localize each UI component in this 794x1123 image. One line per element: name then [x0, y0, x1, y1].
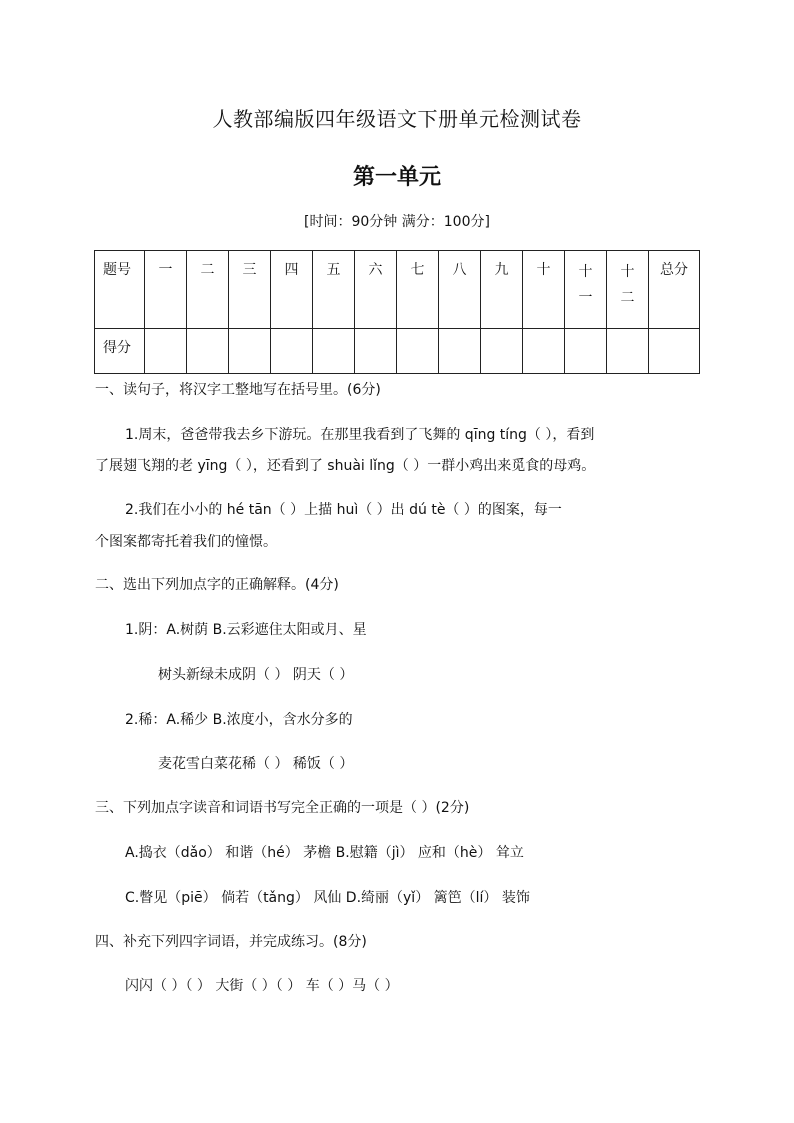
header-col-11-bottom: 一 — [578, 290, 593, 306]
unit-title: 第一单元 — [352, 165, 441, 190]
score-cell — [397, 329, 439, 374]
exam-title: 人教部编版四年级语文下册单元检测试卷 — [212, 107, 582, 131]
header-col-1: 一 — [145, 251, 187, 329]
score-table-header-row — [95, 251, 700, 329]
q2-heading: 二、选出下列加点字的正确解释。(4分) — [95, 577, 339, 593]
header-col-4: 四 — [271, 251, 313, 329]
header-col-3: 三 — [229, 251, 271, 329]
score-label: 得分 — [95, 329, 145, 374]
q2-item1: 1.阴：A.树荫 B.云彩遮住太阳或月、星 — [125, 622, 367, 638]
score-cell — [229, 329, 271, 374]
score-cell — [313, 329, 355, 374]
q2-item2-fill: 麦花雪白菜花稀（ ） 稀饭（ ） — [158, 756, 354, 772]
header-col-6: 六 — [355, 251, 397, 329]
header-col-7: 七 — [397, 251, 439, 329]
q3-options-cd: C.瞥见（piē） 倘若（tǎng） 风仙 D.绮丽（yǐ） 篱笆（lí） 装饰 — [125, 890, 530, 906]
header-col-11 — [565, 251, 607, 329]
q1-para2-line2: 个图案都寄托着我们的憧憬。 — [95, 534, 277, 550]
header-col-12 — [607, 251, 649, 329]
header-col-12-top: 十 — [620, 264, 635, 280]
header-total: 总分 — [649, 251, 700, 329]
q1-para1-line1: 1.周末，爸爸带我去乡下游玩。在那里我看到了飞舞的 qīng tíng（ ），看到 — [125, 427, 595, 443]
q2-item2: 2.稀：A.稀少 B.浓度小，含水分多的 — [125, 712, 353, 728]
header-col-10: 十 — [523, 251, 565, 329]
q1-para2-line1: 2.我们在小小的 hé tān（ ）上描 huì（ ）出 dú tè（ ）的图案，每一 — [125, 502, 562, 518]
header-col-11-top: 十 — [578, 264, 593, 280]
header-col-5: 五 — [313, 251, 355, 329]
score-cell-total — [649, 329, 700, 374]
score-table-score-row — [95, 329, 700, 374]
header-col-9: 九 — [481, 251, 523, 329]
score-cell — [523, 329, 565, 374]
header-label: 题号 — [95, 251, 145, 329]
score-cell — [481, 329, 523, 374]
score-cell — [187, 329, 229, 374]
q2-item1-fill: 树头新绿未成阴（ ） 阴天（ ） — [158, 667, 354, 683]
q4-heading: 四、补充下列四字词语，并完成练习。(8分) — [95, 934, 367, 950]
score-cell — [607, 329, 649, 374]
q4-fill: 闪闪（ ）（ ） 大街（ ）（ ） 车（ ）马（ ） — [125, 978, 399, 994]
q1-heading: 一、读句子，将汉字工整地写在括号里。(6分) — [95, 382, 381, 398]
score-cell — [565, 329, 607, 374]
score-cell — [145, 329, 187, 374]
q1-para1-line2: 了展翅飞翔的老 yīng（ ），还看到了 shuài lǐng（ ）一群小鸡出来觅食的母鸡。 — [95, 458, 596, 474]
q3-options-ab: A.捣衣（dǎo） 和谐（hé） 茅檐 B.慰籍（jì） 应和（hè） 耸立 — [125, 845, 524, 861]
exam-meta: [时间：90分钟 满分：100分] — [304, 214, 490, 230]
score-table — [94, 250, 700, 374]
header-col-12-bottom: 二 — [620, 290, 635, 306]
score-cell — [355, 329, 397, 374]
q3-heading: 三、下列加点字读音和词语书写完全正确的一项是（ ）(2分) — [95, 800, 470, 816]
score-cell — [439, 329, 481, 374]
header-col-8: 八 — [439, 251, 481, 329]
header-col-2: 二 — [187, 251, 229, 329]
score-cell — [271, 329, 313, 374]
